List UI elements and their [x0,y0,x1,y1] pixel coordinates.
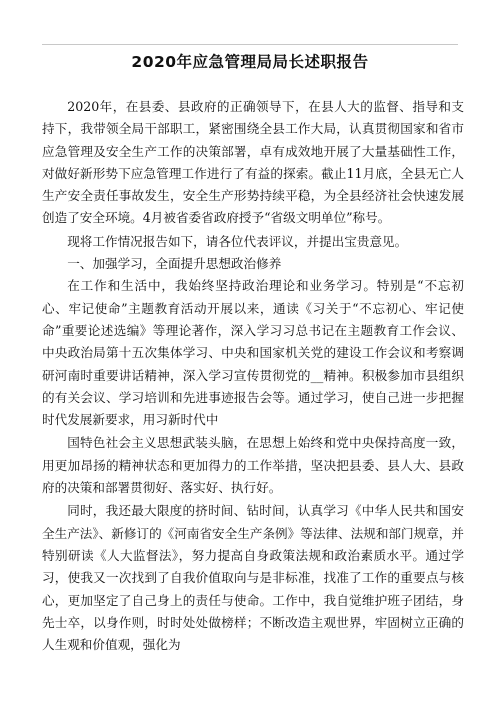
paragraph-ideology: 国特色社会主义思想武装头脑，在思想上始终和党中央保持高度一致，用更加昂扬的精神状态和更加得力的工作举措，坚决把县委、县人大、县政府的决策和部署贯彻好、落实好、执行好。 [42,435,464,496]
paragraph-study: 在工作和生活中，我始终坚持政治理论和业务学习。特别是“不忘初心、牢记使命”主题教育活动开展以来，通读《习关于“不忘初心、牢记使命”重要论述选编》等理论著作，深入学习习总书记在主题教育工作会议、中央政治局第十五次集体学习、中央和国家机关党的建设工作会议和考察调研河南时重要讲话精神，深入学习宣传贯彻党的__精神。积极参加市县组织的有关会议、学习培训和先进事迹报告会等。通过学习，使自己进一步把握时代发展新要求，用习新时代中 [42,278,464,428]
section-heading-1: 一、加强学习，全面提升思想政治修养 [67,256,282,272]
document-body [42,96,464,656]
header-rule [42,44,458,45]
paragraph-laws: 同时，我还最大限度的挤时间、钻时间，认真学习《中华人民共和国安全生产法》、新修订的《河南省安全生产条例》等法律、法规和部门规章，并特别研读《人大监督法》，努力提高自身政策法规和政治素质水平。通过学习，使我又一次找到了自我价值取向与是非标准，找准了工作的重要点与核心，更加坚定了自己身上的责任与使命。工作中，我自觉维护班子团结，身先士卒，以身作则，时时处处做榜样；不断改造主观世界，牢固树立正确的人生观和价值观，强化为 [42,503,464,653]
paragraph-intro: 2020年，在县委、县政府的正确领导下，在县人大的监督、指导和支持下，我带领全局干部职工，紧密围绕全县工作大局，认真贯彻国家和省市应急管理及安全生产工作的决策部署，卓有成效地开展了大量基础性工作，对做好新形势下应急管理工作进行了有益的探索。截止11月底，全县无亡人生产安全责任事故发生，安全生产形势持续平稳，为全县经济社会快速发展创造了安全环境。4月被省委省政府授予“省级文明单位”称号。 [42,99,464,226]
document-title: 2020年应急管理局局长述职报告 [131,53,369,71]
paragraph-report-note: 现将工作情况报告如下，请各位代表评议，并提出宝贵意见。 [67,233,408,249]
